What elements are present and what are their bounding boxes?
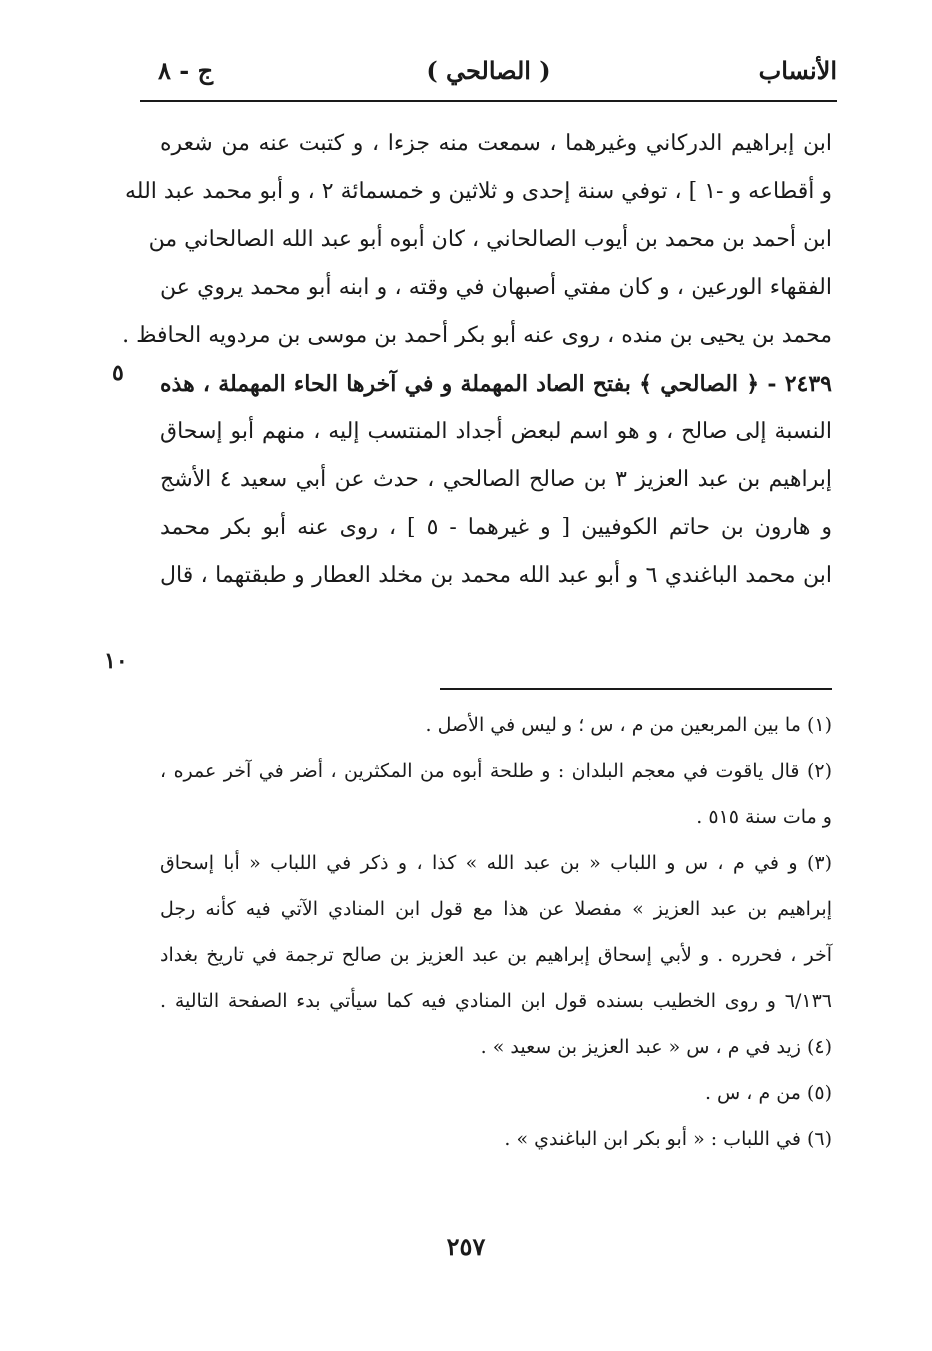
line-number-ten: ١٠ xyxy=(104,648,128,674)
volume-number: ج - ٨ xyxy=(158,56,214,85)
footnote-3-cont: ٦/١٣٦ و روى الخطيب بسنده قول ابن المنادي فيه كما سيأتي بدء الصفحة التالية . xyxy=(160,990,833,1012)
text-line: النسبة إلى صالح ، و هو اسم لبعض أجداد المنتسب إليه ، منهم أبو إسحاق xyxy=(160,419,832,444)
footnote-2-cont: و مات سنة ٥١٥ . xyxy=(696,806,832,828)
footnote-3-cont: آخر ، فحرره . و لأبي إسحاق إبراهيم بن عبد العزيز بن صالح ترجمة في تاريخ بغداد xyxy=(160,944,832,966)
text-line: ابن إبراهيم الدركاني وغيرهما ، سمعت منه جزءا ، و كتبت عنه من شعره xyxy=(160,131,832,156)
footnote-3-cont: إبراهيم بن عبد العزيز » مفصلا عن هذا مع قول ابن المنادي الآتي فيه كأنه رجل xyxy=(160,898,832,920)
text-line: محمد بن يحيى بن منده ، روى عنه أبو بكر أحمد بن موسى بن مردويه الحافظ . xyxy=(122,323,832,348)
footnote-5: (٥) من م ، س . xyxy=(704,1082,832,1104)
main-text xyxy=(122,120,833,600)
text-line: إبراهيم بن عبد العزيز ٣ بن صالح الصالحي ، حدث عن أبي سعيد ٤ الأشج xyxy=(160,467,833,492)
text-line: ابن محمد الباغندي ٦ و أبو عبد الله محمد بن مخلد العطار و طبقتهما ، قال xyxy=(160,563,832,588)
text-line: و أقطاعه و -١ ] ، توفي سنة إحدى و ثلاثين و خمسمائة ٢ ، و أبو محمد عبد الله xyxy=(125,179,832,204)
page-number: ٢٥٧ xyxy=(446,1232,486,1261)
footnote-rule xyxy=(440,688,832,690)
entry-title: ( الصالحي ) xyxy=(426,56,551,85)
footnote-6: (٦) في اللباب : « أبو بكر ابن الباغندي » . xyxy=(504,1128,832,1150)
footnote-4: (٤) زيد في م ، س « عبد العزيز بن سعيد » . xyxy=(480,1036,832,1058)
running-header xyxy=(140,56,837,96)
text-line: ابن أحمد بن محمد بن أيوب الصالحاني ، كان أبوه أبو عبد الله الصالحاني من xyxy=(148,227,832,252)
entry-heading-line: ٢٤٣٩ - ﴿ الصالحي ﴾ بفتح الصاد المهملة و في آخرها الحاء المهملة ، هذه xyxy=(160,371,832,397)
book-title: الأنساب xyxy=(758,56,837,85)
line-number-five: ٥ xyxy=(112,360,124,386)
text-line: الفقهاء الورعين ، و كان مفتي أصبهان في وقته ، و ابنه أبو محمد يروي عن xyxy=(160,275,832,300)
footnote-1: (١) ما بين المربعين من م ، س ؛ و ليس في الأصل . xyxy=(425,714,832,736)
text-line: و هارون بن حاتم الكوفيين [ و غيرهما - ٥ ] ، روى عنه أبو بكر محمد xyxy=(160,515,832,540)
header-rule xyxy=(140,100,837,102)
footnote-3: (٣) و في م ، س و اللباب « بن عبد الله » كذا ، و ذكر في اللباب « أبا إسحاق xyxy=(160,852,832,874)
footnotes xyxy=(160,702,832,1162)
footnote-2: (٢) قال ياقوت في معجم البلدان : و طلحة أبوه من المكثرين ، أضر في آخر عمره ، xyxy=(160,760,832,782)
